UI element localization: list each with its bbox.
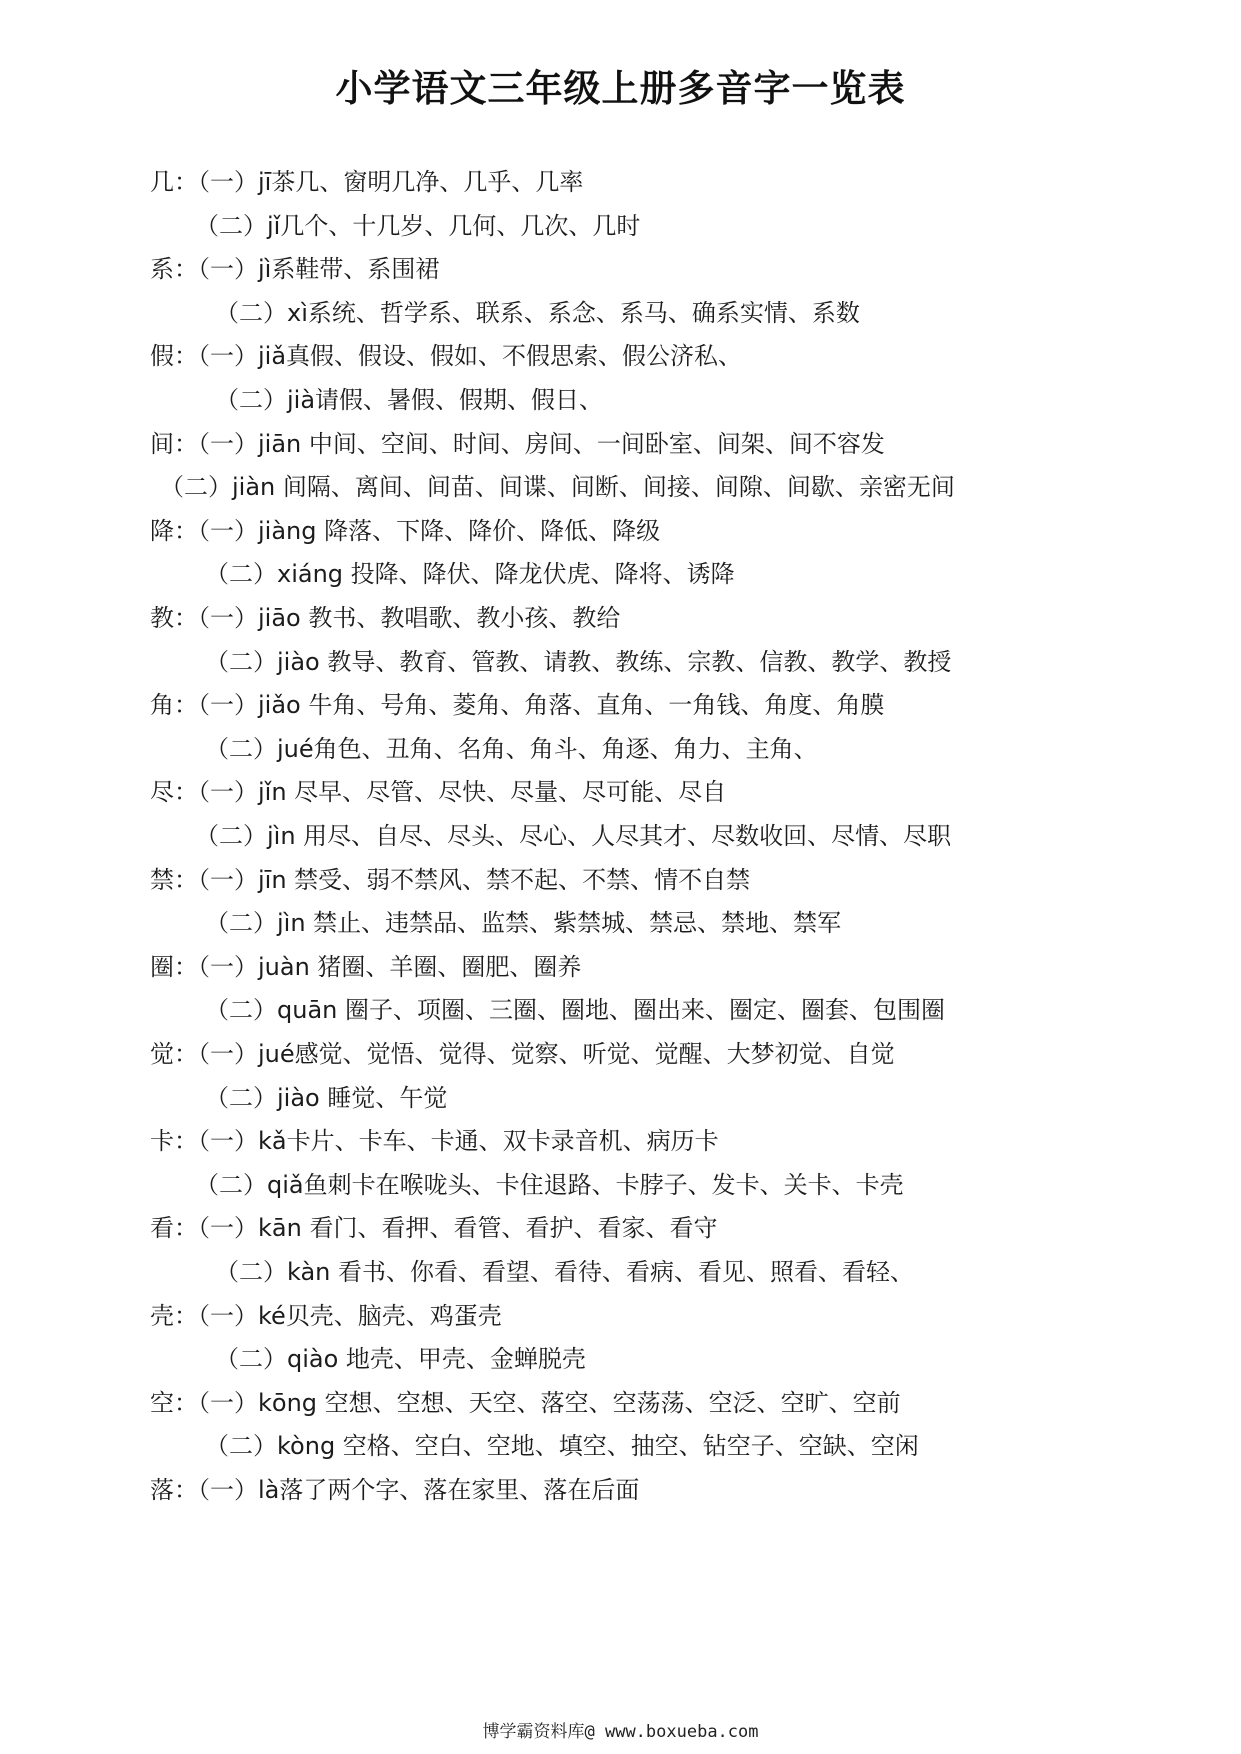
entry-line <box>205 1078 447 1118</box>
reading-label: （二） <box>160 473 232 501</box>
entry-line <box>150 772 726 812</box>
example-words: 尽早、尽管、尽快、尽量、尽可能、尽自 <box>286 778 727 806</box>
example-words: 空想、空想、天空、落空、空荡荡、空泛、空旷、空前 <box>317 1389 901 1417</box>
reading-label: （一） <box>198 1476 258 1504</box>
reading-label: （二） <box>205 1432 277 1460</box>
entry-line <box>150 598 620 638</box>
entry-char: 降： <box>150 517 198 545</box>
entry-line <box>150 1296 502 1336</box>
pinyin: jì <box>258 255 272 283</box>
entry-line <box>160 467 955 507</box>
entry-line <box>215 293 860 333</box>
example-words: 投降、降伏、降龙伏虎、降将、诱降 <box>343 560 735 588</box>
entry-char: 禁： <box>150 866 198 894</box>
pinyin: jǐn <box>258 778 287 806</box>
entry-line <box>205 903 841 943</box>
example-words: 间隔、离间、间苗、间谍、间断、间接、间隙、间歇、亲密无间 <box>275 473 955 501</box>
example-words: 教导、教育、管教、请教、教练、宗教、信教、教学、教授 <box>319 648 952 676</box>
pinyin: xì <box>287 299 308 327</box>
pinyin: jiān <box>258 430 302 458</box>
reading-label: （二） <box>205 909 277 937</box>
example-words: 圈子、项圈、三圈、圈地、圈出来、圈定、圈套、包围圈 <box>337 996 946 1024</box>
entry-line <box>150 336 742 376</box>
reading-label: （一） <box>198 604 258 632</box>
entry-char: 系： <box>150 255 198 283</box>
example-words: 系鞋带、系围裙 <box>271 255 440 283</box>
pinyin: jué <box>277 735 314 763</box>
example-words: 落了两个字、落在家里、落在后面 <box>279 1476 640 1504</box>
example-words: 空格、空白、空地、填空、抽空、钻空子、空缺、空闲 <box>335 1432 919 1460</box>
entry-line <box>195 816 951 856</box>
pinyin: jiǎo <box>258 691 301 719</box>
entry-char: 假： <box>150 342 198 370</box>
entry-line <box>215 380 603 420</box>
entry-line <box>150 947 581 987</box>
example-words: 看书、你看、看望、看待、看病、看见、照看、看轻、 <box>330 1258 915 1286</box>
example-words: 系统、哲学系、联系、系念、系马、确系实情、系数 <box>307 299 860 327</box>
entry-char: 几： <box>150 168 198 196</box>
reading-label: （一） <box>198 255 258 283</box>
reading-label: （一） <box>198 1214 258 1242</box>
pinyin: xiáng <box>277 560 344 588</box>
pinyin: jī <box>258 168 272 196</box>
example-words: 禁止、违禁品、监禁、紫禁城、禁忌、禁地、禁军 <box>305 909 842 937</box>
example-words: 卡片、卡车、卡通、双卡录音机、病历卡 <box>286 1127 719 1155</box>
pinyin: kōng <box>258 1389 318 1417</box>
example-words: 贝壳、脑壳、鸡蛋壳 <box>285 1302 502 1330</box>
example-words: 角色、丑角、名角、角斗、角逐、角力、主角、 <box>313 735 818 763</box>
reading-label: （二） <box>215 386 287 414</box>
entry-char: 尽： <box>150 778 198 806</box>
example-words: 地壳、甲壳、金蝉脱壳 <box>338 1345 586 1373</box>
example-words: 猪圈、羊圈、圈肥、圈养 <box>309 953 582 981</box>
pinyin: qiào <box>287 1345 339 1373</box>
entry-line <box>195 206 640 246</box>
pinyin: kàn <box>287 1258 331 1286</box>
entry-char: 卡： <box>150 1127 198 1155</box>
entry-line <box>150 1383 901 1423</box>
reading-label: （一） <box>198 1302 258 1330</box>
pinyin: jǐ <box>267 212 281 240</box>
pinyin: jìn <box>277 909 306 937</box>
example-words: 睡觉、午觉 <box>319 1084 448 1112</box>
example-words: 看门、看押、看管、看护、看家、看守 <box>301 1214 718 1242</box>
entry-char: 间： <box>150 430 198 458</box>
reading-label: （二） <box>215 299 287 327</box>
entry-line <box>205 729 818 769</box>
entry-char: 空： <box>150 1389 198 1417</box>
reading-label: （二） <box>205 1084 277 1112</box>
entry-char: 教： <box>150 604 198 632</box>
example-words: 降落、下降、降价、降低、降级 <box>316 517 661 545</box>
reading-label: （一） <box>198 1389 258 1417</box>
reading-label: （一） <box>198 517 258 545</box>
entry-line <box>150 1470 639 1510</box>
entry-line <box>150 162 583 202</box>
example-words: 禁受、弱不禁风、禁不起、不禁、情不自禁 <box>286 866 751 894</box>
pinyin: kǎ <box>258 1127 287 1155</box>
example-words: 真假、假设、假如、不假思索、假公济私、 <box>286 342 743 370</box>
reading-label: （一） <box>198 1040 258 1068</box>
reading-label: （二） <box>205 648 277 676</box>
reading-label: （二） <box>215 1345 287 1373</box>
entry-line <box>150 1034 895 1074</box>
pinyin: jiàn <box>232 473 276 501</box>
reading-label: （二） <box>195 1171 267 1199</box>
pinyin: jīn <box>258 866 287 894</box>
example-words: 牛角、号角、菱角、角落、直角、一角钱、角度、角膜 <box>300 691 885 719</box>
example-words: 茶几、窗明几净、几乎、几率 <box>271 168 584 196</box>
reading-label: （二） <box>205 996 277 1024</box>
entry-char: 落： <box>150 1476 198 1504</box>
pinyin: jiàng <box>258 517 317 545</box>
pinyin: jìn <box>267 822 296 850</box>
pinyin: juàn <box>258 953 310 981</box>
entry-line <box>205 642 951 682</box>
reading-label: （一） <box>198 691 258 719</box>
pinyin: kòng <box>277 1432 336 1460</box>
entry-line <box>205 1426 919 1466</box>
reading-label: （二） <box>195 212 267 240</box>
reading-label: （一） <box>198 953 258 981</box>
reading-label: （一） <box>198 342 258 370</box>
reading-label: （一） <box>198 168 258 196</box>
reading-label: （一） <box>198 430 258 458</box>
pinyin: jiāo <box>258 604 301 632</box>
reading-label: （二） <box>205 735 277 763</box>
pinyin: qiǎ <box>267 1171 304 1199</box>
pinyin: ké <box>258 1302 286 1330</box>
pinyin: jiào <box>277 1084 320 1112</box>
example-words: 感觉、觉悟、觉得、觉察、听觉、觉醒、大梦初觉、自觉 <box>294 1040 895 1068</box>
entry-char: 圈： <box>150 953 198 981</box>
entry-line <box>150 1121 719 1161</box>
example-words: 用尽、自尽、尽头、尽心、人尽其才、尽数收回、尽情、尽职 <box>295 822 952 850</box>
reading-label: （二） <box>205 560 277 588</box>
entry-char: 觉： <box>150 1040 198 1068</box>
example-words: 请假、暑假、假期、假日、 <box>315 386 604 414</box>
footer-credit: 博学霸资料库@ www.boxueba.com <box>482 1722 759 1742</box>
entry-line <box>150 1208 717 1248</box>
example-words: 几个、十几岁、几何、几次、几时 <box>280 212 641 240</box>
reading-label: （一） <box>198 778 258 806</box>
example-words: 教书、教唱歌、教小孩、教给 <box>300 604 621 632</box>
entry-line <box>150 424 885 464</box>
entry-line <box>205 554 735 594</box>
entry-line <box>150 860 750 900</box>
pinyin: jué <box>258 1040 295 1068</box>
entry-char: 壳： <box>150 1302 198 1330</box>
pinyin: jiǎ <box>258 342 287 370</box>
entry-line <box>195 1165 904 1205</box>
reading-label: （一） <box>198 866 258 894</box>
entry-char: 角： <box>150 691 198 719</box>
entry-line <box>150 511 660 551</box>
pinyin: jià <box>287 386 316 414</box>
pinyin: quān <box>277 996 338 1024</box>
example-words: 鱼刺卡在喉咙头、卡住退路、卡脖子、发卡、关卡、卡壳 <box>303 1171 904 1199</box>
entry-char: 看： <box>150 1214 198 1242</box>
page-title: 小学语文三年级上册多音字一览表 <box>335 67 906 110</box>
example-words: 中间、空间、时间、房间、一间卧室、间架、间不容发 <box>301 430 885 458</box>
entry-line <box>215 1252 914 1292</box>
reading-label: （二） <box>215 1258 287 1286</box>
reading-label: （二） <box>195 822 267 850</box>
pinyin: là <box>258 1476 280 1504</box>
pinyin: kān <box>258 1214 302 1242</box>
entry-line <box>205 990 945 1030</box>
entry-line <box>150 249 439 289</box>
reading-label: （一） <box>198 1127 258 1155</box>
entry-line <box>215 1339 586 1379</box>
entry-line <box>150 685 884 725</box>
pinyin: jiào <box>277 648 320 676</box>
